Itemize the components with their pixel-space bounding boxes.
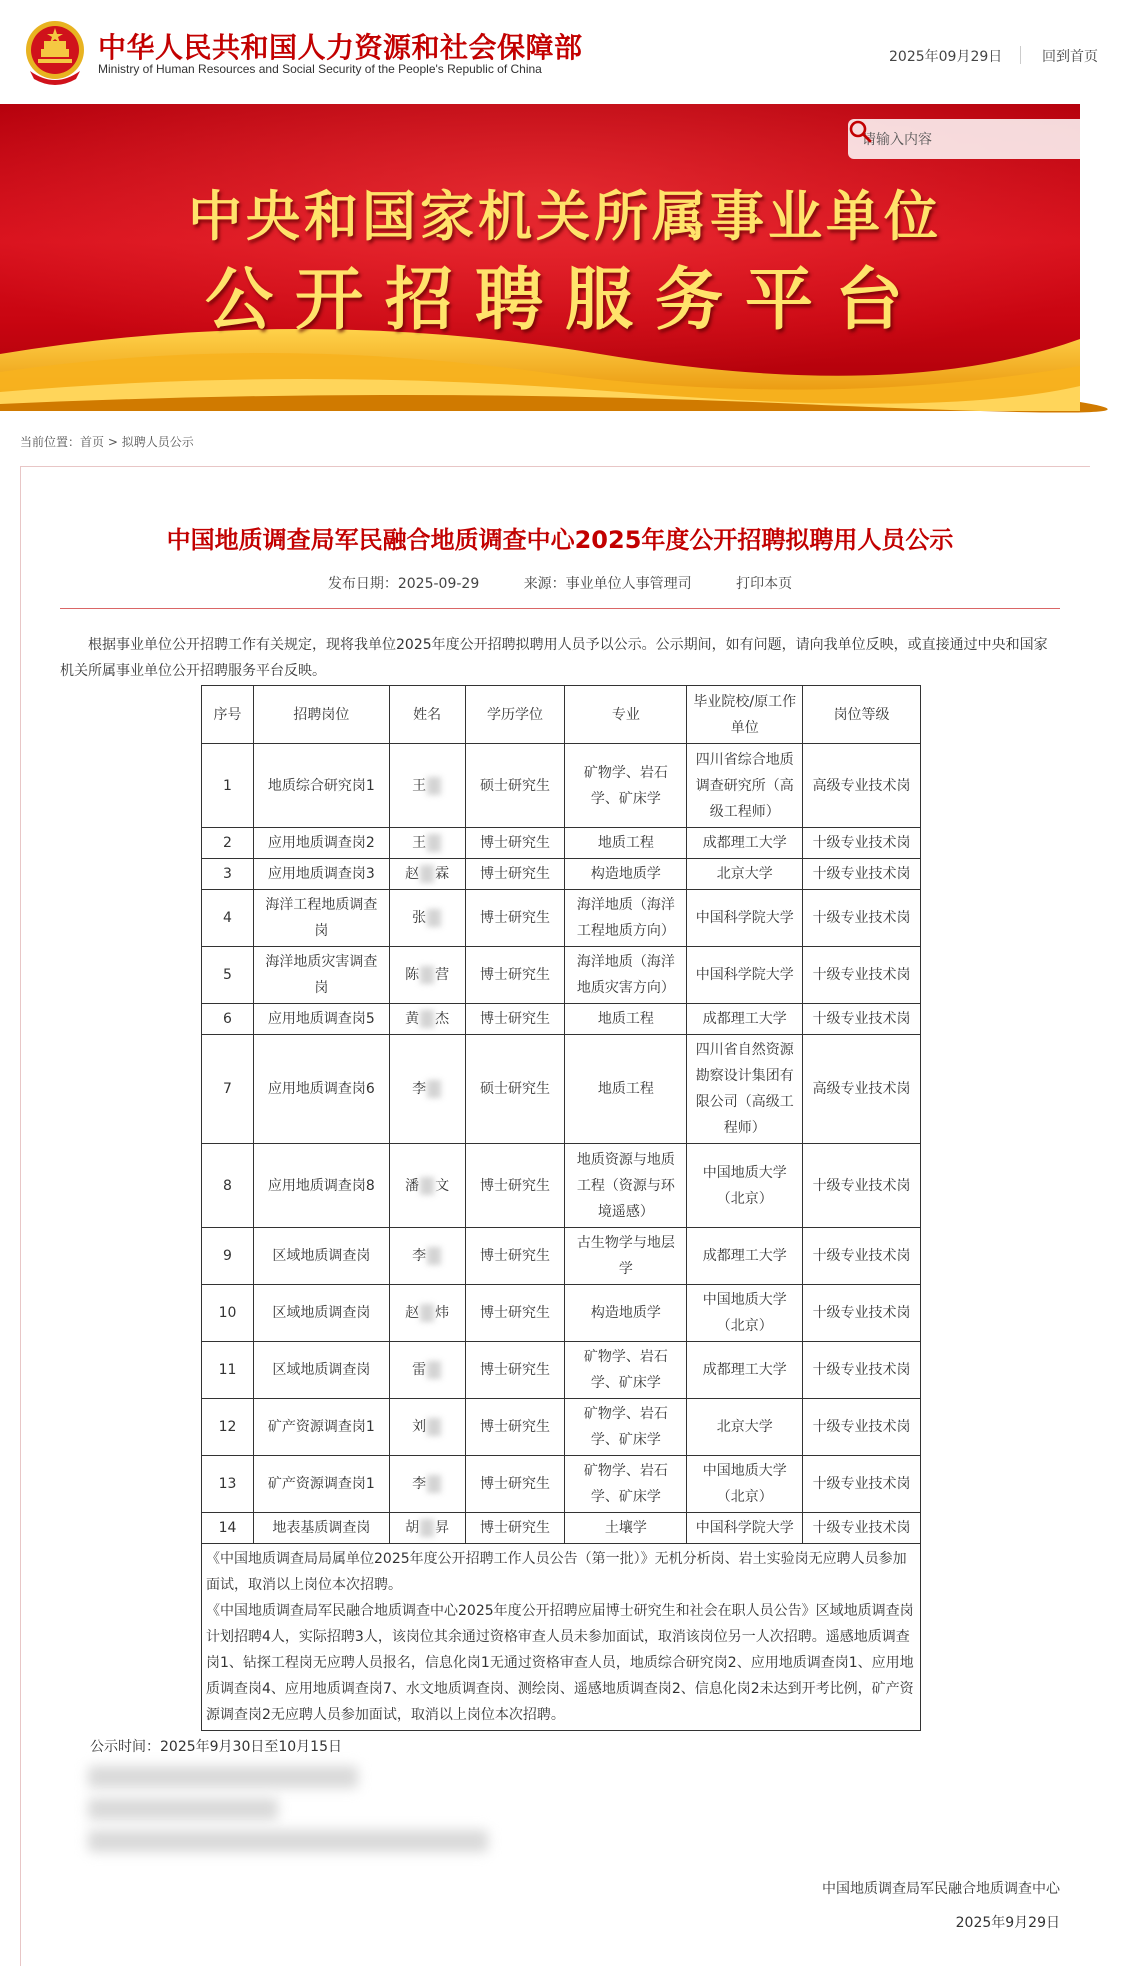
name-redaction [420,1304,434,1322]
article-source: 来源：事业单位人事管理司 [523,576,692,592]
table-row [202,1342,921,1399]
cell-degree: 博士研究生 [465,1144,565,1228]
cell-degree: 博士研究生 [465,890,565,947]
cell-major: 古生物学与地层学 [565,1228,687,1285]
cell-school: 四川省综合地质调查研究所（高级工程师） [687,744,803,828]
name-surname: 陈 [405,967,420,983]
cell-name [389,890,465,947]
search-icon[interactable] [848,119,872,143]
cell-school: 中国地质大学（北京） [687,1285,803,1342]
cell-no: 8 [202,1144,254,1228]
table-row [202,890,921,947]
table-row [202,1144,921,1228]
signature-organization: 中国地质调查局军民融合地质调查中心 [822,1881,1060,1897]
cell-no: 7 [202,1035,254,1144]
breadcrumb-separator: > [104,435,122,449]
cell-post: 海洋工程地质调查岗 [253,890,389,947]
search-box [848,119,1088,159]
home-link[interactable]: 回到首页 [1042,49,1098,65]
cell-no: 14 [202,1513,254,1544]
ministry-name-en: Ministry of Human Resources and Social Security of the People's Republic of China [98,62,542,76]
cell-school: 成都理工大学 [687,1004,803,1035]
platform-banner [0,104,1080,411]
print-link[interactable]: 打印本页 [736,576,793,592]
cell-major: 矿物学、岩石学、矿床学 [565,1399,687,1456]
cell-level: 十级专业技术岗 [803,1456,921,1513]
cell-level: 十级专业技术岗 [803,1144,921,1228]
name-surname: 王 [412,777,427,794]
breadcrumb-home-link[interactable]: 首页 [80,435,105,449]
cell-major: 矿物学、岩石学、矿床学 [565,1456,687,1513]
name-redaction [427,777,441,795]
article-meta [60,573,1060,593]
hire-list-table [201,685,921,1731]
name-surname: 刘 [412,1419,427,1435]
name-redaction [420,865,434,883]
cell-name [389,1035,465,1144]
cell-no: 12 [202,1399,254,1456]
cell-major: 地质资源与地质工程（资源与环境遥感） [565,1144,687,1228]
cell-degree: 博士研究生 [465,1456,565,1513]
col-header: 学历学位 [465,686,565,744]
cell-level: 十级专业技术岗 [803,1004,921,1035]
cell-post: 地表基质调查岗 [253,1513,389,1544]
cell-post: 地质综合研究岗1 [253,744,389,828]
cell-name [389,744,465,828]
cell-level: 十级专业技术岗 [803,1285,921,1342]
cell-level: 十级专业技术岗 [803,1342,921,1399]
cell-level: 高级专业技术岗 [803,744,921,828]
name-surname: 赵 [405,866,420,882]
cell-major: 矿物学、岩石学、矿床学 [565,1342,687,1399]
cell-no: 5 [202,947,254,1004]
cell-name [389,1004,465,1035]
cell-level: 十级专业技术岗 [803,1399,921,1456]
cell-level: 十级专业技术岗 [803,828,921,859]
name-surname: 雷 [412,1362,427,1378]
cell-school: 成都理工大学 [687,1342,803,1399]
header-date: 2025年09月29日 [889,49,1003,65]
col-header: 序号 [202,686,254,744]
table-header-row [202,686,921,744]
col-header: 姓名 [389,686,465,744]
site-header [0,0,1098,104]
name-redaction [427,909,441,927]
note-first: 《中国地质调查局局属单位2025年度公开招聘工作人员公告（第一批）》无机分析岗、岩土实验岗无应聘人员参加面试，取消以上岗位本次招聘。 [206,1551,907,1593]
breadcrumb-label: 当前位置： [20,435,81,449]
cell-post: 区域地质调查岗 [253,1228,389,1285]
cell-major: 构造地质学 [565,1285,687,1342]
cell-no: 13 [202,1456,254,1513]
banner-title-line1: 中央和国家机关所属事业单位 [188,184,942,248]
signature-date: 2025年9月29日 [955,1915,1060,1931]
intro-paragraph: 根据事业单位公开招聘工作有关规定，现将我单位2025年度公开招聘拟聘用人员予以公示。公示期间，如有问题，请向我单位反映，或直接通过中央和国家机关所属事业单位公开招聘服务平台反映。 [60,637,1048,679]
cell-no: 6 [202,1004,254,1035]
ministry-name-cn[interactable]: 中华人民共和国人力资源和社会保障部 [98,31,583,64]
cell-no: 3 [202,859,254,890]
col-header: 专业 [565,686,687,744]
table-row [202,1285,921,1342]
cell-school: 北京大学 [687,859,803,890]
table-row [202,744,921,828]
cell-no: 11 [202,1342,254,1399]
cell-no: 2 [202,828,254,859]
search-input[interactable] [862,129,1042,149]
cell-school: 中国科学院大学 [687,1513,803,1544]
cell-degree: 博士研究生 [465,1513,565,1544]
cell-post: 应用地质调查岗3 [253,859,389,890]
cell-name [389,828,465,859]
cell-major: 海洋地质（海洋工程地质方向） [565,890,687,947]
cell-major: 构造地质学 [565,859,687,890]
cell-school: 中国地质大学（北京） [687,1456,803,1513]
cell-major: 矿物学、岩石学、矿床学 [565,744,687,828]
name-given: 营 [435,967,450,983]
cell-post: 区域地质调查岗 [253,1342,389,1399]
cell-degree: 博士研究生 [465,1399,565,1456]
name-surname: 李 [412,1081,427,1097]
cell-post: 应用地质调查岗2 [253,828,389,859]
cell-post: 区域地质调查岗 [253,1285,389,1342]
name-given: 霖 [435,866,450,882]
cell-post: 矿产资源调查岗1 [253,1399,389,1456]
cell-level: 十级专业技术岗 [803,947,921,1004]
cell-school: 中国科学院大学 [687,947,803,1004]
table-row [202,1399,921,1456]
table-row [202,1456,921,1513]
cell-school: 成都理工大学 [687,1228,803,1285]
name-redaction [427,1475,441,1493]
table-row [202,1035,921,1144]
cell-level: 十级专业技术岗 [803,1228,921,1285]
table-row [202,947,921,1004]
cell-school: 北京大学 [687,1399,803,1456]
redacted-contact [88,1830,488,1852]
cell-post: 应用地质调查岗5 [253,1004,389,1035]
cell-degree: 博士研究生 [465,947,565,1004]
table-row [202,1228,921,1285]
header-divider [1020,46,1021,64]
cell-name [389,859,465,890]
cell-no: 10 [202,1285,254,1342]
cell-name [389,1285,465,1342]
name-surname: 李 [412,1248,427,1264]
cell-major: 地质工程 [565,1004,687,1035]
table-row [202,828,921,859]
cell-major: 海洋地质（海洋地质灾害方向） [565,947,687,1004]
name-redaction [427,1080,441,1098]
cell-name [389,1456,465,1513]
cell-level: 高级专业技术岗 [803,1035,921,1144]
name-surname: 赵 [405,1305,420,1321]
name-redaction [420,1177,434,1195]
cell-name [389,1228,465,1285]
cell-post: 应用地质调查岗6 [253,1035,389,1144]
table-row [202,1513,921,1544]
name-surname: 李 [412,1476,427,1492]
name-given: 昇 [435,1520,450,1536]
redacted-contact [88,1798,278,1820]
cell-level: 十级专业技术岗 [803,859,921,890]
cell-degree: 博士研究生 [465,1004,565,1035]
cell-level: 十级专业技术岗 [803,1513,921,1544]
name-surname: 王 [412,835,427,851]
name-given: 文 [435,1177,450,1194]
cell-no: 9 [202,1228,254,1285]
title-divider [60,608,1060,609]
cell-post: 矿产资源调查岗1 [253,1456,389,1513]
cell-degree: 博士研究生 [465,859,565,890]
cell-degree: 硕士研究生 [465,744,565,828]
cell-no: 4 [202,890,254,947]
redacted-contact [88,1766,358,1788]
table-row [202,859,921,890]
cell-major: 地质工程 [565,1035,687,1144]
name-redaction [420,1519,434,1537]
cell-no: 1 [202,744,254,828]
cell-degree: 博士研究生 [465,1228,565,1285]
cell-major: 地质工程 [565,828,687,859]
cell-name [389,1513,465,1544]
cell-level: 十级专业技术岗 [803,890,921,947]
breadcrumb-current-link[interactable]: 拟聘人员公示 [121,435,194,449]
name-redaction [427,1361,441,1379]
name-redaction [427,834,441,852]
name-redaction [420,1010,434,1028]
national-emblem-icon[interactable] [24,19,86,85]
name-surname: 胡 [405,1520,420,1536]
name-surname: 张 [412,910,427,926]
name-surname: 黄 [405,1011,420,1027]
publicity-period: 公示时间：2025年9月30日至10月15日 [90,1739,342,1755]
cell-major: 土壤学 [565,1513,687,1544]
article-title: 中国地质调查局军民融合地质调查中心2025年度公开招聘拟聘用人员公示 [166,526,954,554]
cell-post: 应用地质调查岗8 [253,1144,389,1228]
cell-school: 四川省自然资源勘察设计集团有限公司（高级工程师） [687,1035,803,1144]
cell-degree: 博士研究生 [465,828,565,859]
cell-name [389,947,465,1004]
name-redaction [427,1418,441,1436]
name-surname: 潘 [405,1177,420,1194]
cell-name [389,1144,465,1228]
name-given: 杰 [435,1011,450,1027]
col-header: 岗位等级 [803,686,921,744]
name-redaction [420,966,434,984]
name-given: 炜 [435,1305,450,1321]
cell-post: 海洋地质灾害调查岗 [253,947,389,1004]
table-note [202,1544,921,1731]
cell-degree: 硕士研究生 [465,1035,565,1144]
cell-degree: 博士研究生 [465,1285,565,1342]
publish-date: 发布日期：2025-09-29 [327,576,480,592]
cell-name [389,1342,465,1399]
breadcrumb [20,433,194,450]
cell-school: 中国地质大学（北京） [687,1144,803,1228]
banner-title-line2: 公开招聘服务平台 [204,260,925,340]
note-second: 《中国地质调查局军民融合地质调查中心2025年度公开招聘应届博士研究生和社会在职人员公告》区域地质调查岗计划招聘4人，实际招聘3人，该岗位其余通过资格审查人员未参加面试，取消该岗位另一人次招聘。遥感地质调查岗1、钻探工程岗无应聘人员报名，信息化岗1无通过资格审查人员，地质综合研究岗2、应用地质调查岗1、应用地质调查岗4、应用地质调查岗7、水文地质调查岗、测绘岗、遥感地质调查岗2、信息化岗2未达到开考比例，矿产资源调查岗2无应聘人员参加面试，取消以上岗位本次招聘。 [206,1603,914,1723]
table-row [202,1004,921,1035]
cell-school: 中国科学院大学 [687,890,803,947]
col-header: 招聘岗位 [253,686,389,744]
cell-name [389,1399,465,1456]
cell-school: 成都理工大学 [687,828,803,859]
col-header: 毕业院校/原工作单位 [687,686,803,744]
name-redaction [427,1247,441,1265]
cell-degree: 博士研究生 [465,1342,565,1399]
